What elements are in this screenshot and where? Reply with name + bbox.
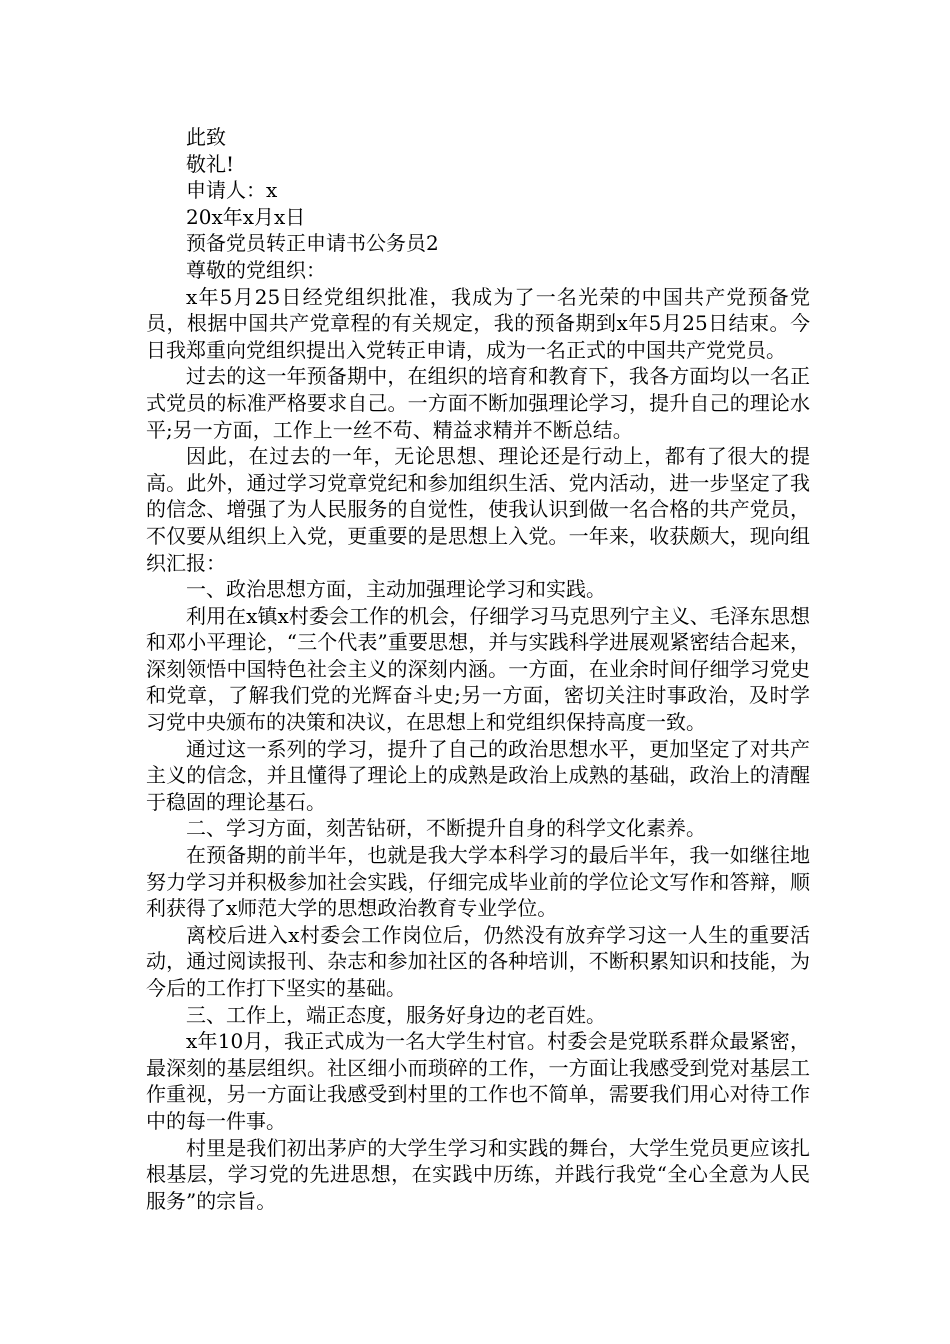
body-paragraph: 在预备期的前半年，也就是我大学本科学习的最后半年，我一如继往地努力学习并积极参加社会实践，仔细完成毕业前的学位论文写作和答辩，顺利获得了x师范大学的思想政治教育专业学位。 (146, 843, 810, 921)
body-paragraph: 离校后进入x村委会工作岗位后，仍然没有放弃学习这一人生的重要活动，通过阅读报刊、杂志和参加社区的各种培训，不断积累知识和技能，为今后的工作打下坚实的基础。 (146, 922, 810, 1000)
document-page (146, 124, 810, 1214)
greeting: 尊敬的党组织： (186, 257, 326, 282)
section-heading: 二、学习方面，刻苦钻研，不断提升自身的科学文化素养。 (186, 816, 706, 841)
body-paragraph: x年5月25日经党组织批准，我成为了一名光荣的中国共产党预备党员，根据中国共产党章程的有关规定，我的预备期到x年5月25日结束。今日我郑重向党组织提出入党转正申请，成为一名正式的中国共产党党员。 (146, 284, 810, 362)
section-heading: 一、政治思想方面，主动加强理论学习和实践。 (186, 577, 606, 602)
body-paragraph: 因此，在过去的一年，无论思想、理论还是行动上，都有了很大的提高。此外，通过学习党章党纪和参加组织生活、党内活动，进一步坚定了我的信念、增强了为人民服务的自觉性，使我认识到做一名合格的共产党员，不仅要从组织上入党，更重要的是思想上入党。一年来，收获颇大，现向组织汇报： (146, 444, 810, 575)
closing-regards: 敬礼! (186, 151, 235, 176)
applicant-line: 申请人：x (186, 178, 278, 203)
section-title: 预备党员转正申请书公务员2 (186, 231, 439, 256)
body-paragraph: 通过这一系列的学习，提升了自己的政治思想水平，更加坚定了对共产主义的信念，并且懂得了理论上的成熟是政治上成熟的基础，政治上的清醒于稳固的理论基石。 (146, 736, 810, 814)
body-paragraph: 过去的这一年预备期中，在组织的培育和教育下，我各方面均以一名正式党员的标准严格要求自己。一方面不断加强理论学习，提升自己的理论水平;另一方面，工作上一丝不苟、精益求精并不断总结。 (146, 364, 810, 442)
body-paragraph: 村里是我们初出茅庐的大学生学习和实践的舞台，大学生党员更应该扎根基层，学习党的先进思想，在实践中历练，并践行我党“全心全意为人民服务”的宗旨。 (146, 1135, 810, 1213)
body-paragraph: x年10月，我正式成为一名大学生村官。村委会是党联系群众最紧密，最深刻的基层组织。社区细小而琐碎的工作，一方面让我感受到党对基层工作重视，另一方面让我感受到村里的工作也不简单，需要我们用心对待工作中的每一件事。 (146, 1029, 810, 1133)
body-paragraph: 利用在x镇x村委会工作的机会，仔细学习马克思列宁主义、毛泽东思想和邓小平理论，“三个代表”重要思想，并与实践科学进展观紧密结合起来，深刻领悟中国特色社会主义的深刻内涵。一方面，在业余时间仔细学习党史和党章，了解我们党的光辉奋斗史;另一方面，密切关注时事政治，及时学习党中央颁布的决策和决议，在思想上和党组织保持高度一致。 (146, 603, 810, 735)
section-heading: 三、工作上，端正态度，服务好身边的老百姓。 (186, 1002, 606, 1027)
date-line: 20x年x月x日 (186, 204, 306, 229)
closing-salute: 此致 (186, 125, 226, 149)
